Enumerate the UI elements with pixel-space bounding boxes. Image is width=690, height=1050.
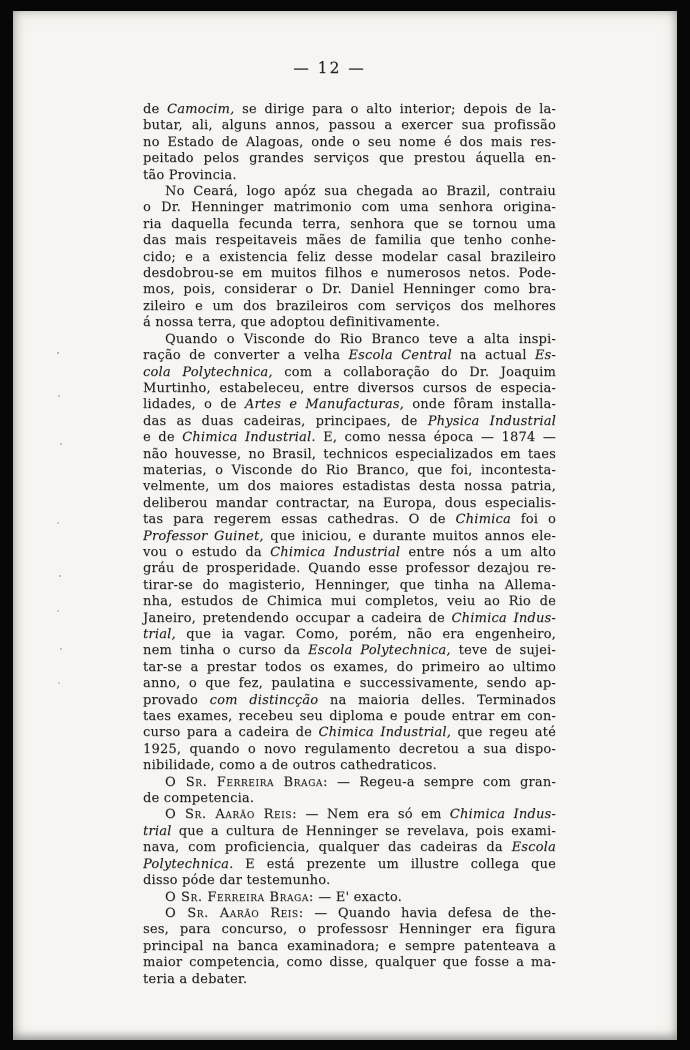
text-run: anno, o que fez, paulatina e successivamente, sendo ap- [143,676,556,692]
text-run: nibilidade, como a de outros cathedraticos. [143,758,437,774]
italic-run: Chimica Industrial [270,544,401,560]
text-run: se dirige para o alto interior; depois de la- [234,102,557,117]
italic-run: Professor Guinet, [143,528,264,544]
text-run: onde fôram installa- [404,397,556,413]
text-line [143,184,556,200]
text-run: entre nós a um alto [400,544,557,560]
text-run: Quando o Visconde do Rio Branco teve a alta inspi- [165,331,556,347]
text-line [143,725,556,741]
text-run: que ia vagar. Como, porém, não era engenheiro, [175,627,556,642]
text-line [143,660,556,676]
text-line [143,758,556,774]
text-line [143,463,556,479]
text-line [143,561,556,577]
text-run: principal na banca examinadora; e sempre patenteava a [143,938,556,954]
text-line [143,972,556,988]
text-run: ses, para concurso, o professosr Henninger era figura [143,922,556,938]
text-run: Murtinho, estabeleceu, entre diversos cursos de especia- [143,380,556,396]
text-run: teve de sujei- [450,643,556,659]
text-run: butar, ali, alguns annos, passou a exercer sua profissão [143,118,556,134]
italic-run: Artes e Manufacturas, [244,397,404,413]
text-line [143,430,556,446]
text-run: materias, o Visconde do Rio Branco, que foi, incontesta- [143,462,556,478]
text-line [143,643,556,659]
text-line [143,282,556,298]
text-run: taes exames, recebeu seu diploma e poude entrar em con- [143,709,556,725]
text-run: vou o estudo da [143,544,271,560]
text-run: tas para regerem essas cathedras. O de [143,512,456,528]
text-run: cido; e a existencia feliz desse modelar casal brazileiro [143,249,556,265]
text-line [143,578,556,594]
text-run: de competencia. [143,791,255,807]
italic-run: Chimica Indus- [451,610,556,626]
text-run: — E' exacto. [313,889,402,905]
italic-run: Chimica Industrial. [182,430,316,446]
text-line [143,151,556,167]
text-line [143,496,556,512]
italic-run: Physica Industrial [427,413,556,429]
text-line [143,332,556,348]
text-run: E está prezente um illustre collega que [233,856,556,872]
text-run: na maioria delles. Terminados [318,692,556,708]
text-line [143,939,556,955]
text-line [143,200,556,216]
smallcaps-run: O Sr. Ferreira Braga: [165,774,329,790]
italic-run: Escola Polytechnica, [308,643,451,659]
text-run: — Quando havia defesa de the- [303,905,556,921]
text-line [143,840,556,856]
text-run: gráu de prosperidade. Quando esse professor dezajou re- [143,561,556,577]
text-line [143,906,556,922]
text-line [143,102,556,118]
text-run: lidades, o de [143,397,245,413]
text-run: teria a debater. [143,971,248,987]
text-run: Janeiro, pretendendo occupar a cadeira de [143,610,452,626]
text-run: — Regeu-a sempre com gran- [328,774,556,790]
text-line [143,299,556,315]
text-line [143,135,556,151]
text-line [143,529,556,545]
text-run: No Ceará, logo apóz sua chegada ao Brazil, contraiu [165,184,556,200]
text-run: — Nem era só em [297,807,450,823]
text-line [143,118,556,134]
text-line [143,791,556,807]
text-run: nha, estudos de Chimica mui completos, veiu ao Rio de [143,594,556,610]
italic-run: com distincção [209,692,319,708]
text-line [143,693,556,709]
text-line [143,807,556,823]
text-line [143,414,556,430]
text-run: E, como nessa época — 1874 — [315,430,557,446]
text-run: que iniciou, e durante muitos annos ele- [263,528,557,544]
document-page [13,11,677,1040]
text-line [143,348,556,364]
text-line [143,873,556,889]
text-line [143,315,556,331]
text-line [143,627,556,643]
text-run: o Dr. Henninger matrimonio com uma senhora origina- [143,200,556,216]
smallcaps-run: O Sr. Aarão Reis: [165,905,304,921]
text-line [143,611,556,627]
text-run: não houvesse, no Brasil, technicos especializados em taes [143,446,556,462]
text-run: foi o [510,512,556,528]
text-line [143,922,556,938]
text-run: maior competencia, como disse, qualquer que fosse a ma- [143,955,556,971]
text-line [143,217,556,233]
text-run: á nossa terra, que adoptou definitivamente. [143,315,440,331]
text-line [143,479,556,495]
italic-run: Chimica Indus- [449,807,556,823]
page-text-body [143,102,556,988]
text-run: de [143,102,168,117]
text-run: no Estado de Alagoas, onde o seu nome é dos mais res- [143,134,556,150]
text-line [143,955,556,971]
italic-run: Escola Central [348,348,452,364]
text-run: ria daquella fecunda terra, senhora que se tornou uma [143,216,556,232]
text-line [143,233,556,249]
text-line [143,594,556,610]
text-run: tão Provincia. [143,167,237,183]
scan-speckles [57,352,59,354]
italic-run: Polytechnica. [143,856,234,872]
text-line [143,266,556,282]
italic-run: trial, [143,627,176,642]
italic-run: trial [143,823,172,839]
text-run: que a cultura de Henninger se revelava, pois exami- [171,823,556,839]
text-run: na actual [451,348,535,364]
text-line [143,857,556,873]
text-run: 1925, quando o novo regulamento decretou a sua dispo- [143,741,556,757]
italic-run: Escola [511,840,556,856]
page-number: — 12 — [293,59,366,77]
italic-run: Chimica Industrial, [318,725,452,741]
text-line [143,824,556,840]
smallcaps-run: O Sr. Ferreira Braga: [165,889,314,905]
text-run: velmente, um dos maiores estadistas desta nossa patria, [143,479,556,495]
italic-run: Chimica [455,512,511,528]
text-run: deliberou mandar contractar, na Europa, dous especialis- [143,495,556,511]
text-line [143,742,556,758]
text-run: e de [143,430,183,446]
text-line [143,676,556,692]
text-run: nem tinha o curso da [143,643,309,659]
text-line [143,447,556,463]
text-line [143,365,556,381]
text-line [143,397,556,413]
text-line [143,168,556,184]
text-run: das mais respeitaveis mães de familia que tenho conhe- [143,233,556,249]
text-line [143,381,556,397]
text-line [143,545,556,561]
text-line [143,250,556,266]
text-run: tirar-se do magisterio, Henninger, que tinha na Allema- [143,577,556,593]
text-run: das as duas cadeiras, principaes, de [143,413,428,429]
text-run: disso póde dar testemunho. [143,873,331,889]
italic-run: Es- [534,348,556,364]
text-run: ração de converter a velha [143,348,349,364]
text-run: com a collaboração do Dr. Joaquim [272,364,556,380]
text-run: desdobrou-se em muitos filhos e numerosos netos. Pode- [143,266,556,282]
text-run: nava, com proficiencia, qualquer das cadeiras da [143,840,512,856]
text-run: mos, pois, considerar o Dr. Daniel Henninger como bra- [143,282,556,298]
italic-run: Camocim, [167,102,235,117]
text-line [143,775,556,791]
text-run: zileiro e um dos brazileiros com serviços dos melhores [143,298,556,314]
italic-run: cola Polytechnica, [143,364,273,380]
text-run: tar-se a prestar todos os exames, do primeiro ao ultimo [143,659,556,675]
text-line [143,890,556,906]
text-run: provado [143,692,210,708]
smallcaps-run: O Sr. Aarão Reis: [165,807,298,823]
text-run: peitado pelos grandes serviços que prestou áquella en- [143,151,556,167]
text-run: curso para a cadeira de [143,725,319,741]
text-run: que regeu até [451,725,556,741]
text-line [143,709,556,725]
text-line [143,512,556,528]
